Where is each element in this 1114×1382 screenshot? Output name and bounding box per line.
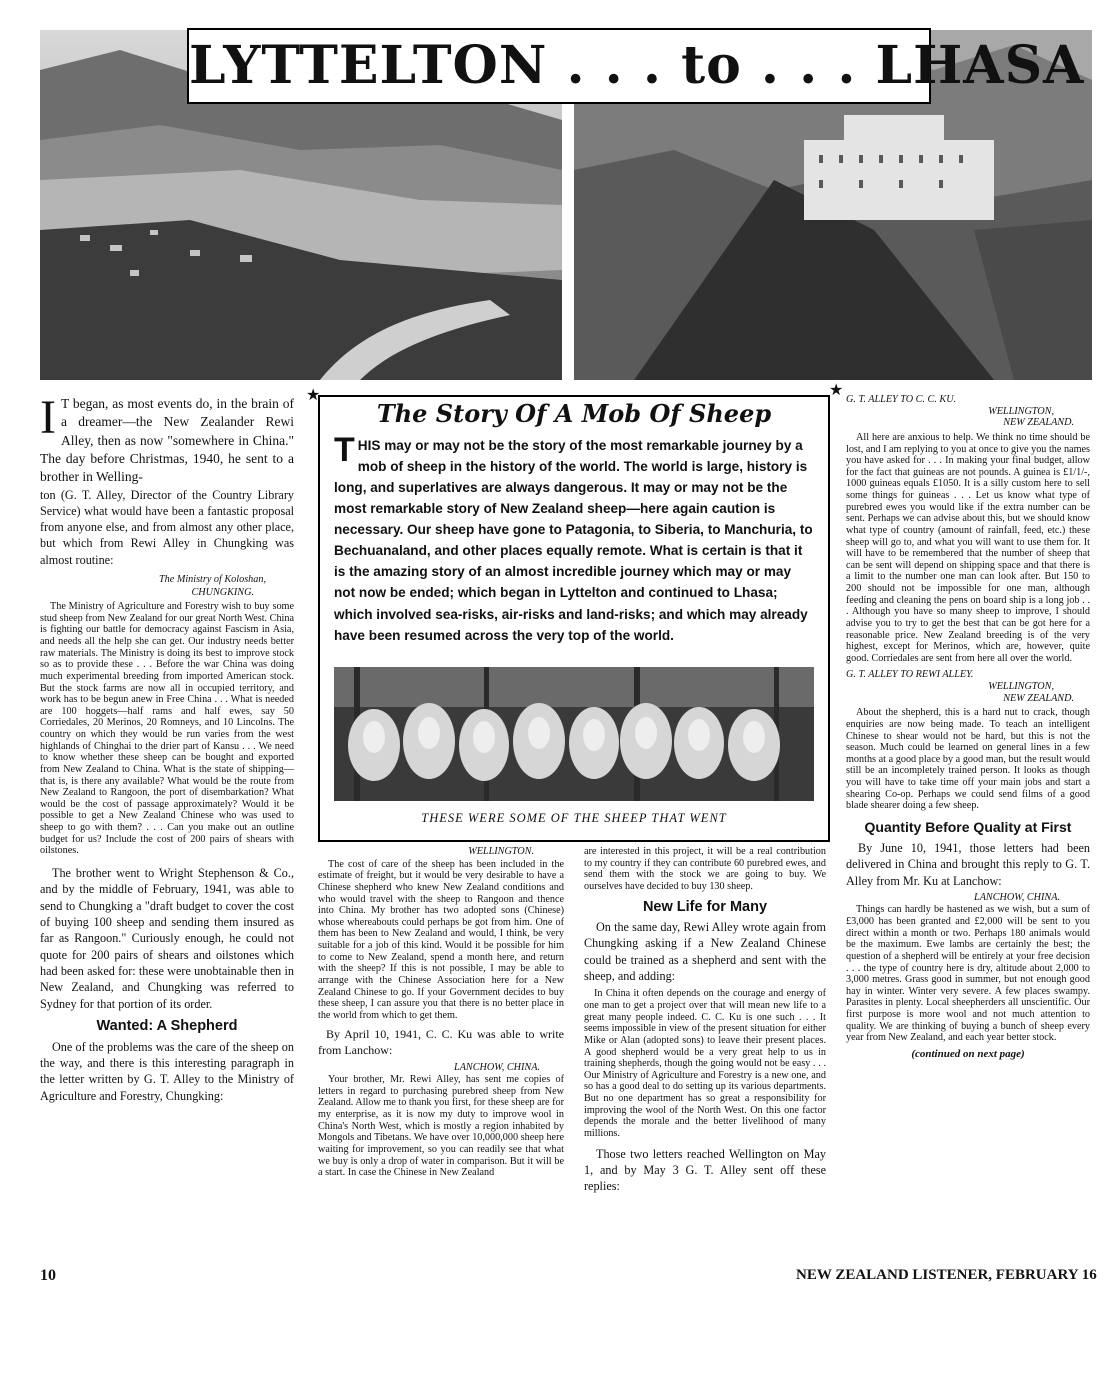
dateline-ministry: The Ministry of Koloshan, xyxy=(159,573,266,585)
column-4 xyxy=(846,392,1090,1061)
paragraph-same-day: On the same day, Rewi Alley wrote again from Chungking asking if a New Zealand Chinese could be trained as a shepherd and sent with the sheep, and adding: xyxy=(584,920,826,984)
subhead-new-life: New Life for Many xyxy=(642,898,768,915)
letter-wellington: The cost of care of the sheep has been included in the estimate of freight, but it would be very desirable to have a Chinese shepherd who knew New Zealand conditions and who would travel with the sheep to Rangoon and thence into China. My brother has two adopted sons (Chinese) whose whereabouts could perhaps be got from him. One of them has been to New Zealand and would, I think, be very suitable for a job of this kind. Would it be possible for him to come to New Zealand, spend a month here, and return with the sheep? If this is not possible, I may be able to arrange with the Chinese Association here for a New Zealand Chinese to go. If your Government decides to buy these sheep, I can assure you that there is no better place in the world from which to get them. xyxy=(318,858,564,1021)
dateline-chungking: CHUNGKING. xyxy=(191,586,254,598)
dateline-wellington-3a: WELLINGTON, xyxy=(988,681,1054,692)
masthead-title: LYTTELTON . . . to . . . LHASA xyxy=(187,28,931,104)
letter-ku-cont: are interested in this project, it will be a real contribution to my country if they can contribute 60 purebred ewes, and send them with the stock we are going to buy. We ourselves have decided to buy 130 sheep. xyxy=(584,846,826,892)
sheep-photo xyxy=(334,667,814,801)
opening-paragraph xyxy=(40,391,294,487)
story-box xyxy=(318,395,830,842)
sheep-photo-caption: THESE WERE SOME OF THE SHEEP THAT WENT xyxy=(421,811,727,825)
paragraph-april: By April 10, 1941, C. C. Ku was able to write from Lanchow: xyxy=(318,1027,564,1057)
continued-note: (continued on next page) xyxy=(911,1047,1025,1060)
letter-ministry: The Ministry of Agriculture and Forestry wish to buy some stud sheep from New Zealand for our great North West. China is fighting our battle for democracy against Fascism in Asia, and needs all the help she can get. Our industry needs better raw materials. The Ministry is doing its best to improve stock so as to provide these . . . Before the war China was doing much experimental breeding from imported American stock. But the stock farms are now all in occupied territory, and work has to be begun anew in Free China . . . What is needed are 100 hoggets—half rams and half ewes, say 50 Corriedales, 20 Merinos, 20 Romneys, and 10 Lincolns. The country on which they would be run varies from the west highlands of Chinghai to the drier part of Kansu . . . We need to know whether these sheep can be bought and exported from New Zealand to China. What is the state of shipping—that is, is there any available? What would be the route from New Zealand to Rangoon, the port of disembarkation? What would be the cost of passage approximately? Would it be possible to get a New Zealand Chinese who was used to sheep to go with them? . . . Can you make out an outline budget for us? Include the cost of 200 pairs of shears with oilstones. xyxy=(40,601,294,857)
letter-ku-2: Things can hardly be hastened as we wish, but a sum of £3,000 has been granted and £2,000 will be sent to you direct within a month or two. Perhaps 180 animals would be the maximum. Ewe lambs are certainly the best; the question of a shepherd will be entirely at your free decision . . . the type of country here is dry, altitude about 2,000 to 3,000 metres. Grass good in summer, but not enough good hay in winter. Winter very severe. A few places swampy. Parasites in plenty. Local sheepherders all unscientific. Our first purpose is more wool and not much attention to quality. We are thinking of buying a bunch of sheep every year from New Zealand, and each year better stock. xyxy=(846,904,1090,1044)
subhead-wanted-shepherd: Wanted: A Shepherd xyxy=(96,1017,238,1034)
page-number: 10 xyxy=(40,1267,56,1284)
story-title: The Story Of A Mob Of Sheep xyxy=(376,399,772,428)
letter-ku: Your brother, Mr. Rewi Alley, has sent me copies of letters in regard to purchasing purebred sheep from New Zealand. Allow me to thank you first, for these sheep are for my enterprise, as it is now my duty to improve wool in China's North West, which is mostly a region inhabited by Mongols and Tibetans. We have over 10,000,000 sheep here waiting for improvement, so you can readily see that what we buy is only a drop of water in comparison. But it will be a start. In case the Chinese in New Zealand xyxy=(318,1074,564,1179)
drop-cap: I xyxy=(40,391,56,444)
paragraph-replies: Those two letters reached Wellington on May 1, and by May 3 G. T. Alley sent off these replies: xyxy=(584,1146,826,1194)
paragraph-shepherd: One of the problems was the care of the sheep on the way, and there is this interesting paragraph in the letter written by G. T. Alley to the Ministry of Agriculture and Forestry, Chungking: xyxy=(40,1039,294,1103)
paragraph-budget: The brother went to Wright Stephenson & Co., and by the middle of February, 1941, was able to send to Chungking a "draft budget to cover the cost of buying 100 sheep and sending them insured as far as Rangoon." Curiously enough, he could not quote for 200 pairs of shears and oilstones which had been asked for: these were unobtainable then in New Zealand, and Chungking was referred to Sydney for that portion of its order. xyxy=(40,865,294,1011)
dateline-wellington-2b: NEW ZEALAND. xyxy=(1003,417,1074,429)
dateline-wellington-2a: WELLINGTON, xyxy=(988,405,1054,417)
dateline-lanchow-2: LANCHOW, CHINA. xyxy=(974,891,1060,903)
intro-text: HIS may or may not be the story of the most remarkable journey by a mob of sheep in the history of the world. The world is large, history is long, and superlatives are always dangerous. It may or may not be the most remarkable story of New Zealand sheep—here again caution is necessary. Our sheep have gone to Patagonia, to Siberia, to Manchuria, to Bechuanaland, and other places equally remote. What is certain is that it is the amazing story of an almost incredible journey which may or may not now be ended; which began in Lyttelton and continued to Lhasa; which involved sea-risks, air-risks and land-risks; and which may already have been resumed across the very top of the world. xyxy=(334,438,813,643)
paragraph-june: By June 10, 1941, those letters had been delivered in China and brought this reply to G. T. Alley from Mr. Ku at Lanchow: xyxy=(846,840,1090,888)
star-left: ★ xyxy=(306,387,321,404)
column-3 xyxy=(584,846,826,1195)
heading-alley-to-rewi: G. T. ALLEY TO REWI ALLEY. xyxy=(846,669,974,681)
column-1 xyxy=(40,391,294,1104)
heading-alley-to-ku: G. T. ALLEY TO C. C. KU. xyxy=(846,394,957,405)
letter-alley-to-rewi: About the shepherd, this is a hard nut to crack, though enquiries are now being made. To teach an intelligent Chinese to shear would not be hard, but this is not the season. Much could be learned on general lines in a few months at a good place by a good man, but the result would still be an incompletely trained person. It looks as though you will have to take time off your main jobs and start a shearing Co-op. Perhaps we could send films of a good blade shearer doing a few sheep. xyxy=(846,707,1090,812)
publication-line: NEW ZEALAND LISTENER, FEBRUARY 16 xyxy=(796,1267,1097,1283)
story-intro xyxy=(334,431,814,646)
opening-paragraph-cont: ton (G. T. Alley, Director of the Country Library Service) what would have been a fantastic proposal from anyone else, and from almost any other place, but which from Rewi Alley in Chungking was almost routine: xyxy=(40,487,294,567)
star-right: ★ xyxy=(829,382,844,399)
letter-alley-to-ku: All here are anxious to help. We think no time should be lost, and I am replying to you at once to give you the names you have asked for . . . In making your final budget, allow for the fact that guineas are not pounds. A guinea is £1/1/-, 1000 guineas equals £1050. It is a silly custom here to sell some things for guineas . . . Let us know what type of purebred ewes you would like if the extra number can be sent. Perhaps we can advise about this, but we should know what type of country (amount of rainfall, feed, etc.) these sheep will go to, and what you will want to use them for. It will have to be remembered that the number of sheep that can be sent will depend on shipping space and that there is a limit to the number one man can look after. But 150 to 200 should not be impossible for one man, although feeding and cleaning the pens on board ship is a long job . . . Although you have so many sheep to improve, I should advise you to try to get the best that can be got here for a reasonable price. New Zealand breeding is of the very highest, except for Merinos, which are, however, quite good. Corriedales are sent from here all over the world. xyxy=(846,431,1090,664)
dateline-wellington-3b: NEW ZEALAND. xyxy=(1003,692,1074,704)
subhead-quantity-quality: Quantity Before Quality at First xyxy=(864,818,1072,835)
dateline-lanchow-1: LANCHOW, CHINA. xyxy=(454,1061,540,1073)
letter-rewi: In China it often depends on the courage and energy of one man to get a project over that will mean new life to a great many people indeed. C. C. Ku is one such . . . It seems impossible in view of the present situation for either Mike or Alan (adopted sons) to leave their present places. A good shepherd would be a very great help to us in training shepherds, though the going would not be easy . . . Our Ministry of Agriculture and Forestry is a new one, and so has a good deal to do setting up its various departments. But no one department has so great a responsibility for improving the wool of the North West. On this one factor depends the morale and the better livelihood of many millions. xyxy=(584,988,826,1139)
opening-text: T began, as most events do, in the brain of a dreamer—the New Zealander Rewi Alley, then as now "somewhere in China." The day before Christmas, 1940, he sent to a brother in Welling- xyxy=(40,396,294,485)
column-2 xyxy=(318,846,564,1181)
dateline-wellington: WELLINGTON. xyxy=(468,846,534,857)
intro-drop-cap: T xyxy=(334,431,355,469)
